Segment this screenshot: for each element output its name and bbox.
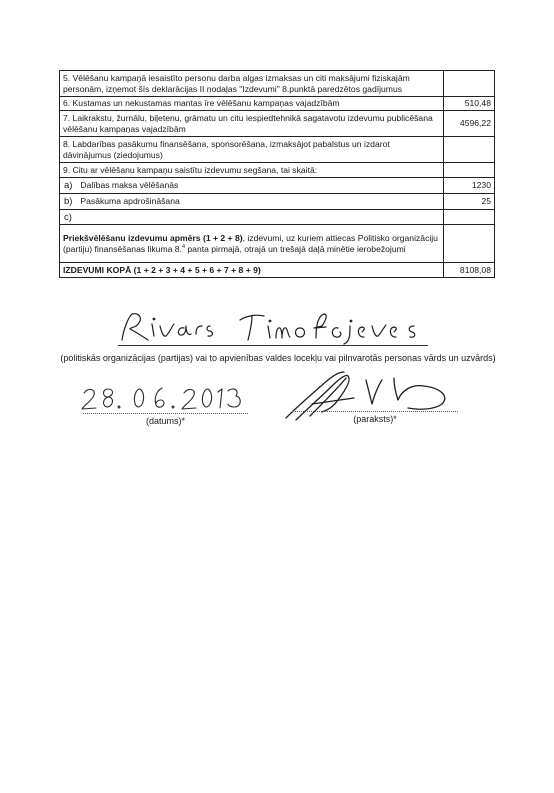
row-label: 8. Labdarības pasākumu finansēšana, sponsorēšana, izmaksājot pabalstus un izdarot dāvinājumus (ziedojumus)	[60, 137, 444, 163]
row-amount	[444, 163, 495, 178]
row-amount	[444, 210, 495, 225]
pre-election-label: Priekšvēlēšanu izdevumu apmērs (1 + 2 + 8), izdevumi, uz kuriem attiecas Politisko organizāciju (partiju) finansēšanas likuma 8.$^4$ panta pirmajā, otrajā un trešajā daļā minētie ierobežojumi	[60, 225, 444, 263]
handwritten-date	[76, 385, 252, 415]
table-row	[60, 163, 495, 178]
signature-caption: (paraksts)*	[353, 414, 397, 424]
row-label: 6. Kustamas un nekustamas mantas īre vēlēšanu kampaņas vajadzībām	[60, 97, 444, 111]
date-caption: (datums)*	[145, 416, 185, 426]
row-label: Pasākuma apdrošināšana	[80, 196, 180, 206]
row-amount	[444, 225, 495, 263]
total-amount: 8108,08	[444, 263, 495, 278]
row-amount	[444, 71, 495, 97]
pre-election-row	[60, 225, 495, 263]
row-amount: 4596,22	[444, 111, 495, 137]
table-row	[60, 137, 495, 163]
row-amount	[444, 137, 495, 163]
table-row	[60, 71, 495, 97]
row-label: 7. Laikrakstu, žurnālu, biļetenu, grāmatu un citu iespiedtehnikā sagatavotu izdevumu publicēšana vēlēšanu kampaņas vajadzībām	[60, 111, 444, 137]
row-label: 9. Citu ar vēlēšanu kampaņu saistītu izdevumu segšana, tai skaitā:	[60, 163, 444, 178]
row-amount: 510,48	[444, 97, 495, 111]
row-amount: 1230	[444, 178, 495, 194]
table-row	[60, 111, 495, 137]
date-line	[83, 413, 248, 414]
table-row	[60, 194, 495, 210]
subrow-letter: b)	[64, 196, 73, 207]
table-row	[60, 210, 495, 225]
subrow-letter: c)	[64, 211, 72, 223]
subrow-cell	[60, 210, 444, 225]
subrow-cell	[60, 194, 444, 210]
total-label: IZDEVUMI KOPĀ (1 + 2 + 3 + 4 + 5 + 6 + 7 + 8 + 9)	[60, 263, 444, 278]
handwritten-name	[118, 310, 430, 346]
subrow-letter: a)	[64, 180, 73, 191]
row-label: 5. Vēlēšanu kampaņā iesaistīto personu darba algas izmaksas un citi maksājumi fiziskajām personām, izņemot šīs deklarācijas II nodaļas "Izdevumi" 8.punktā paredzētos gadījumus	[60, 71, 444, 97]
name-caption: (politiskās organizācijas (partijas) vai to apvienības valdes locekļu vai pilnvarotās personas vārds un uzvārds)	[60, 353, 496, 363]
table-row	[60, 178, 495, 194]
name-line	[118, 345, 428, 346]
row-label: Dalības maksa vēlēšanās	[80, 180, 179, 190]
total-row	[60, 263, 495, 278]
table-row	[60, 97, 495, 111]
subrow-cell	[60, 178, 444, 194]
row-amount: 25	[444, 194, 495, 210]
expenses-table	[59, 70, 495, 278]
signature-line	[292, 411, 458, 412]
